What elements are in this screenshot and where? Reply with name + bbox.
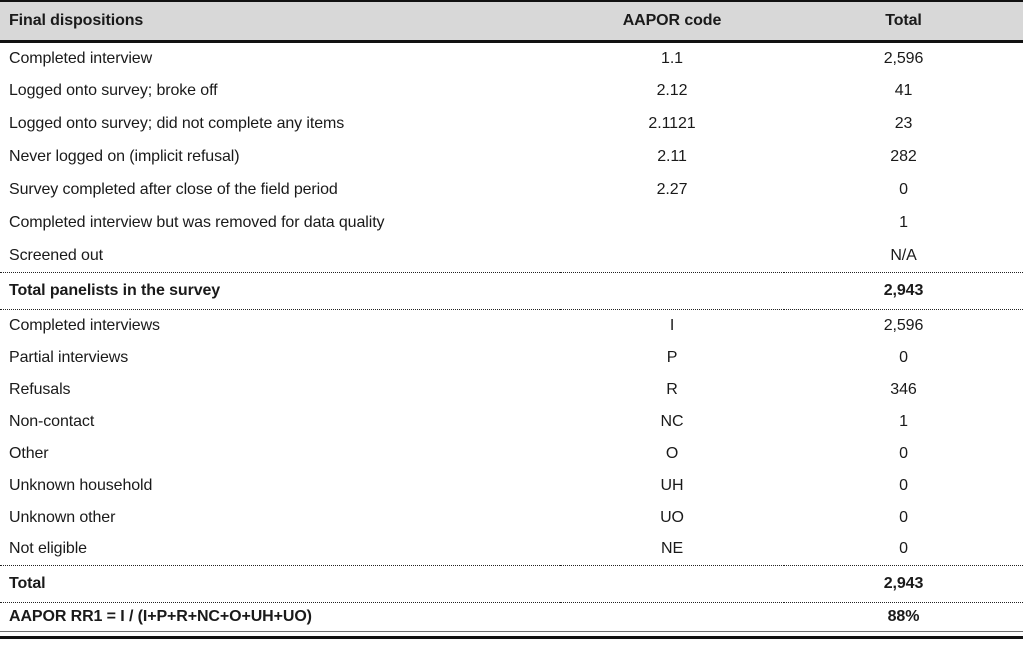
row-label-cell: Completed interview but was removed for data quality (9, 214, 385, 231)
aapor-code-cell: O (665, 444, 679, 462)
table-row (0, 42, 1023, 75)
column-header-total: Total (784, 1, 1023, 42)
table-row (0, 174, 1023, 207)
aapor-code-cell: I (669, 316, 675, 334)
row-label-cell: Other (9, 444, 49, 462)
row-label-cell: Screened out (9, 246, 103, 264)
table-row (0, 342, 1023, 374)
total-cell: 88% (887, 607, 920, 625)
row-label-cell: Partial interviews (9, 348, 129, 366)
aapor-code-cell (560, 603, 784, 631)
column-header-final-dispositions: Final dispositions (0, 1, 560, 42)
row-label-cell: Non-contact (9, 412, 95, 430)
table-row (0, 470, 1023, 502)
total-cell: 23 (894, 115, 913, 132)
table-row (0, 374, 1023, 406)
aapor-code-cell: NE (660, 540, 684, 558)
table-row (0, 273, 1023, 310)
row-label-cell: Completed interview (9, 49, 153, 67)
table-row (0, 310, 1023, 342)
table-row (0, 438, 1023, 470)
table-row (0, 141, 1023, 174)
row-label-cell: Logged onto survey; did not complete any items (9, 115, 345, 132)
table-row (0, 502, 1023, 534)
total-cell: 0 (899, 444, 908, 462)
row-label-cell: Survey completed after close of the field period (9, 181, 338, 198)
aapor-code-cell: UO (660, 508, 684, 526)
aapor-code-cell: 2.1121 (648, 115, 696, 132)
aapor-code-cell: 1.1 (661, 49, 683, 67)
row-label-cell: Logged onto survey; broke off (9, 82, 218, 99)
row-label-cell: AAPOR RR1 = I / (I+P+R+NC+O+UH+UO) (9, 607, 312, 625)
total-cell: 0 (899, 476, 908, 494)
aapor-code-cell (560, 566, 784, 603)
table-row (0, 566, 1023, 603)
total-cell: 1 (899, 412, 908, 430)
aapor-code-cell (560, 207, 784, 240)
total-cell: 1 (899, 214, 908, 231)
bottom-thin-rule (0, 631, 1023, 632)
total-cell: 346 (890, 380, 917, 398)
aapor-code-cell: P (666, 348, 678, 366)
total-cell: 0 (899, 540, 908, 558)
total-cell: 41 (894, 82, 913, 99)
total-cell: N/A (890, 246, 917, 264)
row-label-cell: Refusals (9, 380, 71, 398)
row-label-cell: Unknown household (9, 476, 153, 494)
row-label-cell: Never logged on (implicit refusal) (9, 148, 240, 165)
aapor-code-cell: R (666, 380, 678, 398)
table-row (0, 207, 1023, 240)
aapor-code-cell: NC (660, 412, 684, 430)
total-cell: 0 (899, 508, 908, 526)
aapor-code-cell: 2.12 (656, 82, 688, 99)
table-row (0, 75, 1023, 108)
row-label-cell: Total panelists in the survey (9, 282, 221, 299)
column-header-aapor-code: AAPOR code (560, 1, 784, 42)
header-row (0, 1, 1023, 42)
table-row (0, 534, 1023, 566)
total-cell: 0 (899, 181, 908, 198)
total-cell: 2,596 (883, 316, 924, 334)
table-row (0, 108, 1023, 141)
total-cell: 0 (899, 348, 908, 366)
table-body (0, 42, 1023, 631)
total-cell: 2,943 (883, 282, 924, 299)
table-row (0, 406, 1023, 438)
aapor-code-cell: UH (660, 476, 684, 494)
table-header (0, 1, 1023, 42)
aapor-code-cell: 2.27 (656, 181, 688, 198)
table-row (0, 240, 1023, 273)
row-label-cell: Not eligible (9, 540, 87, 558)
aapor-code-cell (560, 240, 784, 273)
row-label-cell: Total (9, 575, 46, 592)
row-label-cell: Completed interviews (9, 316, 160, 334)
total-cell: 2,943 (883, 575, 924, 592)
bottom-thick-rule (0, 636, 1023, 639)
total-cell: 282 (890, 148, 917, 165)
table-row (0, 603, 1023, 631)
aapor-code-cell (560, 273, 784, 310)
aapor-code-cell: 2.11 (657, 148, 687, 165)
row-label-cell: Unknown other (9, 508, 116, 526)
total-cell: 2,596 (883, 49, 924, 67)
